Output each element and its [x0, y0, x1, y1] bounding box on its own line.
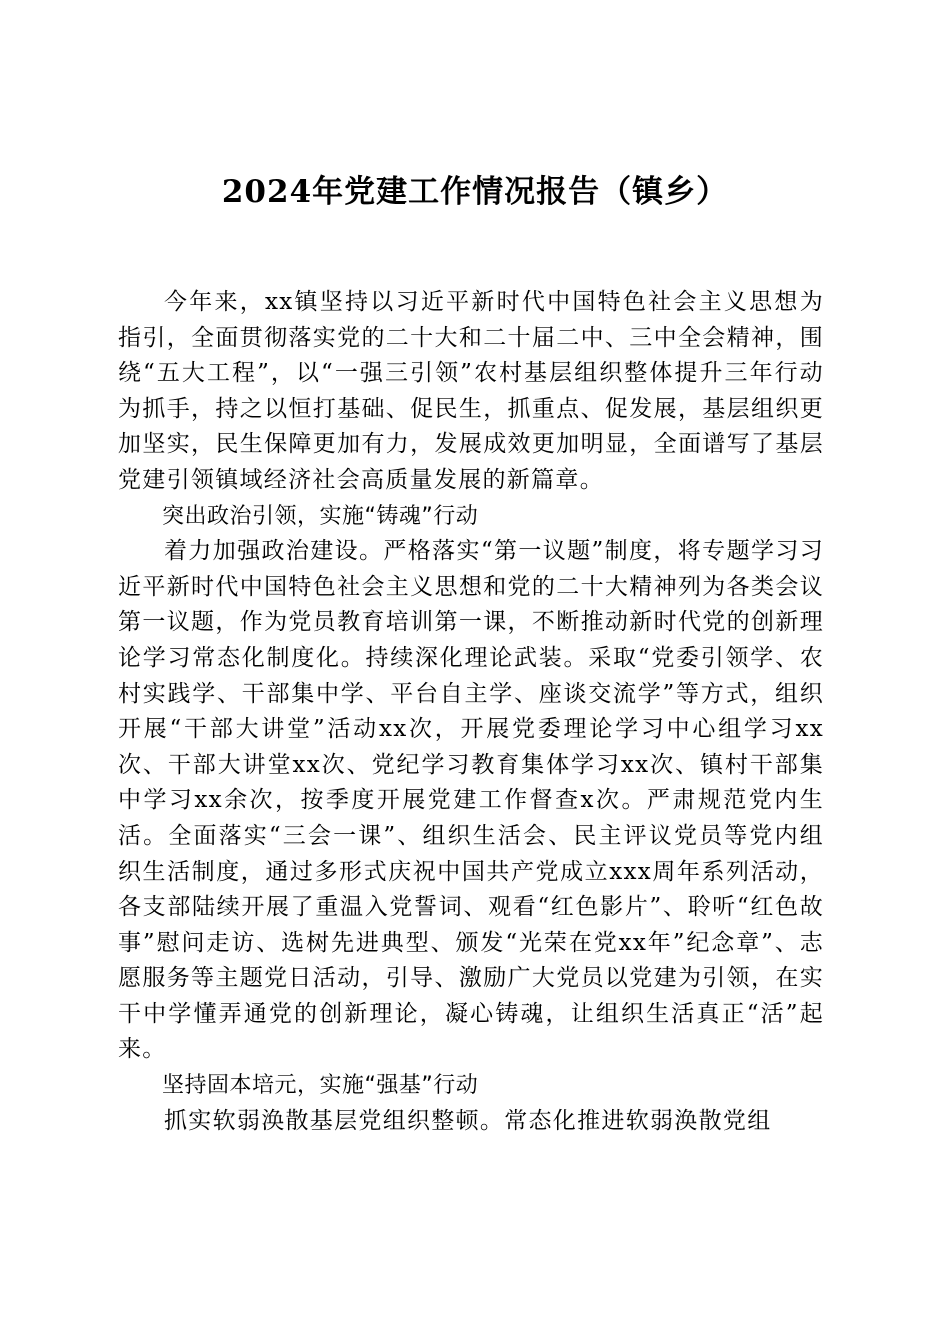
- section-heading-qiangji: 坚持固本培元，实施“强基”行动: [162, 1073, 479, 1099]
- document-body: [118, 285, 824, 1139]
- section-heading-zhuhun: 突出政治引领，实施“铸魂”行动: [162, 503, 479, 529]
- document-title: 2024年党建工作情况报告（镇乡）: [221, 174, 729, 210]
- section-paragraph-qiangji: 抓实软弱涣散基层党组织整顿。常态化推进软弱涣散党组: [164, 1107, 772, 1134]
- intro-paragraph: 今年来，xx镇坚持以习近平新时代中国特色社会主义思想为指引，全面贯彻落实党的二十大和二十届二中、三中全会精神，围绕“五大工程”，以“一强三引领”农村基层组织整体提升三年行动为抓手，持之以恒打基础、促民生，抓重点、促发展，基层组织更加坚实，民生保障更加有力，发展成效更加明显，全面谱写了基层党建引领镇域经济社会高质量发展的新篇章。: [118, 289, 824, 493]
- section-paragraph-zhuhun: 着力加强政治建设。严格落实“第一议题”制度，将专题学习习近平新时代中国特色社会主义思想和党的二十大精神列为各类会议第一议题，作为党员教育培训第一课，不断推动新时代党的创新理论学习常态化制度化。持续深化理论武装。采取“党委引领学、农村实践学、干部集中学、平台自主学、座谈交流学”等方式，组织开展“干部大讲堂”活动xx次，开展党委理论学习中心组学习xx次、干部大讲堂xx次、党纪学习教育集体学习xx次、镇村干部集中学习xx余次，按季度开展党建工作督查x次。严肃规范党内生活。全面落实“三会一课”、组织生活会、民主评议党员等党内组织生活制度，通过多形式庆祝中国共产党成立xxx周年系列活动，各支部陆续开展了重温入党誓词、观看“红色影片”、聆听“红色故事”慰问走访、选树先进典型、颁发“光荣在党xx年”纪念章”、志愿服务等主题党日活动，引导、激励广大党员以党建为引领，在实干中学懂弄通党的创新理论，凝心铸魂，让组织生活真正“活”起来。: [118, 538, 824, 1063]
